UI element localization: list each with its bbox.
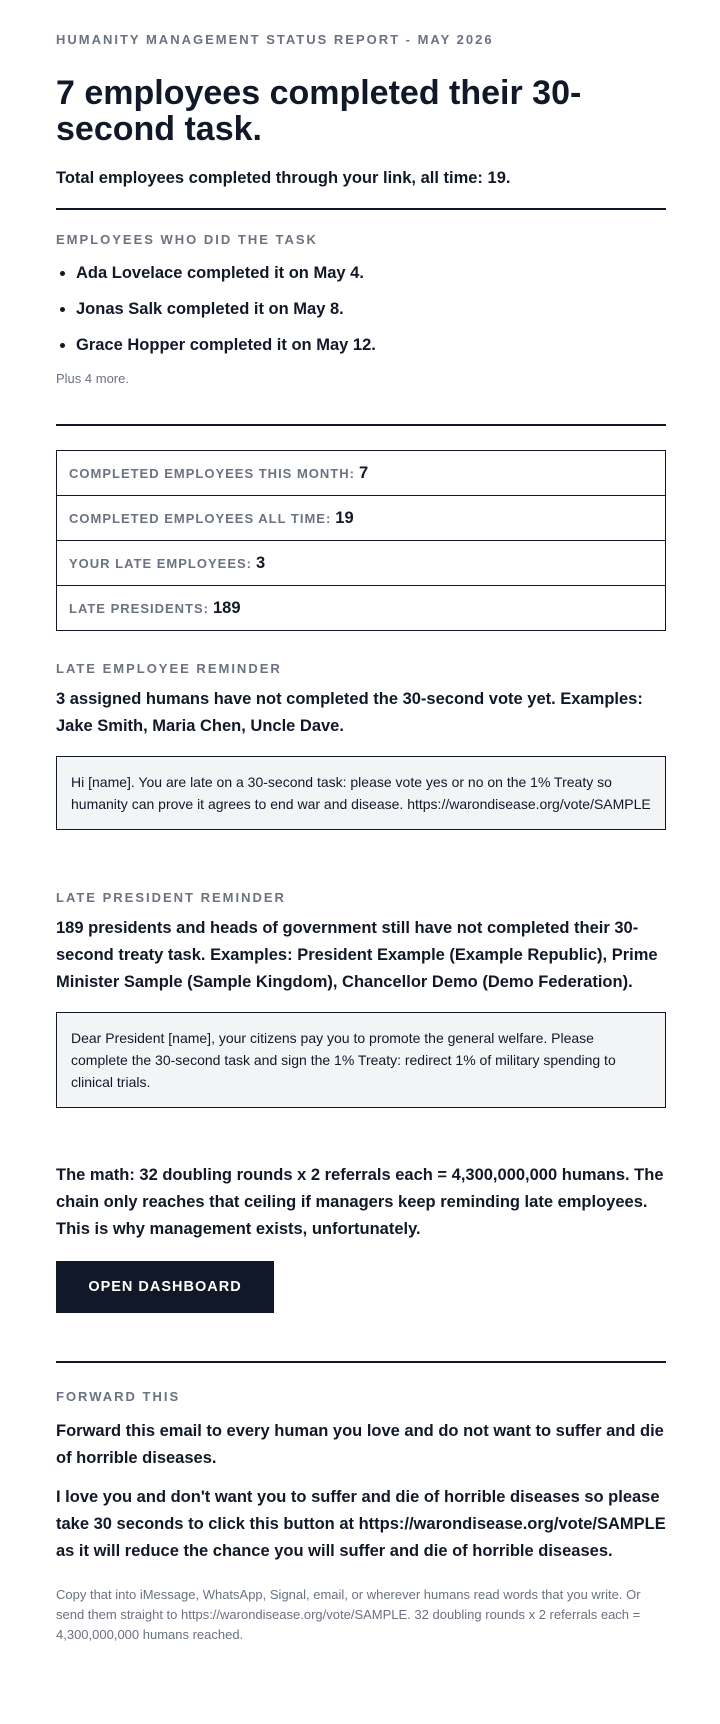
list-item: • Grace Hopper completed it on May 12. — [76, 335, 666, 355]
email-body — [56, 0, 666, 1645]
stat-label: YOUR LATE EMPLOYEES: — [69, 555, 252, 571]
late-employee-text: 3 assigned humans have not completed the 30-second vote yet. Examples: Jake Smith, Maria Chen, Uncle Dave. — [56, 690, 643, 735]
stat-label: LATE PRESIDENTS: — [69, 600, 209, 616]
stat-label: COMPLETED EMPLOYEES ALL TIME: — [69, 510, 332, 526]
late-president-text: 189 presidents and heads of government still have not completed their 30-second treaty task. Examples: President Example (Example Republic), Prime Minister Sample (Sample Kingdom), Chancellor Demo (Demo Federation). — [56, 919, 658, 991]
stats-table — [56, 450, 666, 631]
late-employee-message-box: Hi [name]. You are late on a 30-second task: please vote yes or no on the 1% Treaty so humanity can prove it agrees to end war and disease. https://warondisease.org/vote/SAMPLE — [56, 756, 666, 830]
stat-value: 3 — [256, 553, 266, 572]
divider — [56, 424, 666, 426]
divider — [56, 208, 666, 210]
button-row — [56, 1261, 666, 1313]
forward-heading: FORWARD THIS — [56, 1389, 181, 1404]
report-kicker: HUMANITY MANAGEMENT STATUS REPORT - MAY 2026 — [56, 32, 494, 47]
stat-row-late-employees — [57, 540, 665, 585]
open-dashboard-button[interactable]: OPEN DASHBOARD — [56, 1261, 274, 1313]
stat-row-late-presidents — [57, 585, 665, 630]
total-completed-line: Total employees completed through your link, all time: 19. — [56, 169, 511, 187]
forward-text-1: Forward this email to every human you love and do not want to suffer and die of horrible diseases. — [56, 1422, 664, 1467]
late-president-heading: LATE PRESIDENT REMINDER — [56, 890, 286, 905]
stat-value: 19 — [335, 508, 354, 527]
forward-fine-print: Copy that into iMessage, WhatsApp, Signal, email, or wherever humans read words that you write. Or send them straight to https://warondisease.org/vote/SAMPLE. 32 doubling rounds x 2 referrals each = 4,300,000,000 humans reached. — [56, 1587, 641, 1642]
plus-more-note: Plus 4 more. — [56, 371, 129, 386]
stat-row-all-time — [57, 495, 665, 540]
employee-list — [56, 263, 666, 355]
stat-row-this-month — [57, 451, 665, 495]
stat-value: 7 — [358, 463, 369, 482]
late-employee-heading: LATE EMPLOYEE REMINDER — [56, 661, 282, 676]
page-title: 7 employees completed their 30-second task. — [56, 74, 582, 148]
stat-label: COMPLETED EMPLOYEES THIS MONTH: — [69, 465, 355, 481]
list-item: • Jonas Salk completed it on May 8. — [76, 299, 666, 319]
math-text: The math: 32 doubling rounds x 2 referrals each = 4,300,000,000 humans. The chain only reaches that ceiling if managers keep reminding late employees. This is why management exists, unfortunately. — [56, 1166, 664, 1238]
divider — [56, 1361, 666, 1363]
list-item: • Ada Lovelace completed it on May 4. — [76, 263, 666, 283]
stat-value: 189 — [213, 598, 241, 617]
employees-heading: EMPLOYEES WHO DID THE TASK — [56, 232, 318, 247]
forward-text-2: I love you and don't want you to suffer and die of horrible diseases so please take 30 seconds to click this button at https://warondisease.org/vote/SAMPLE as it will reduce the chance you will suffer and die of horrible diseases. — [56, 1488, 666, 1560]
late-president-message-box: Dear President [name], your citizens pay you to promote the general welfare. Please complete the 30-second task and sign the 1% Treaty: redirect 1% of military spending to clinical trials. — [56, 1012, 666, 1108]
